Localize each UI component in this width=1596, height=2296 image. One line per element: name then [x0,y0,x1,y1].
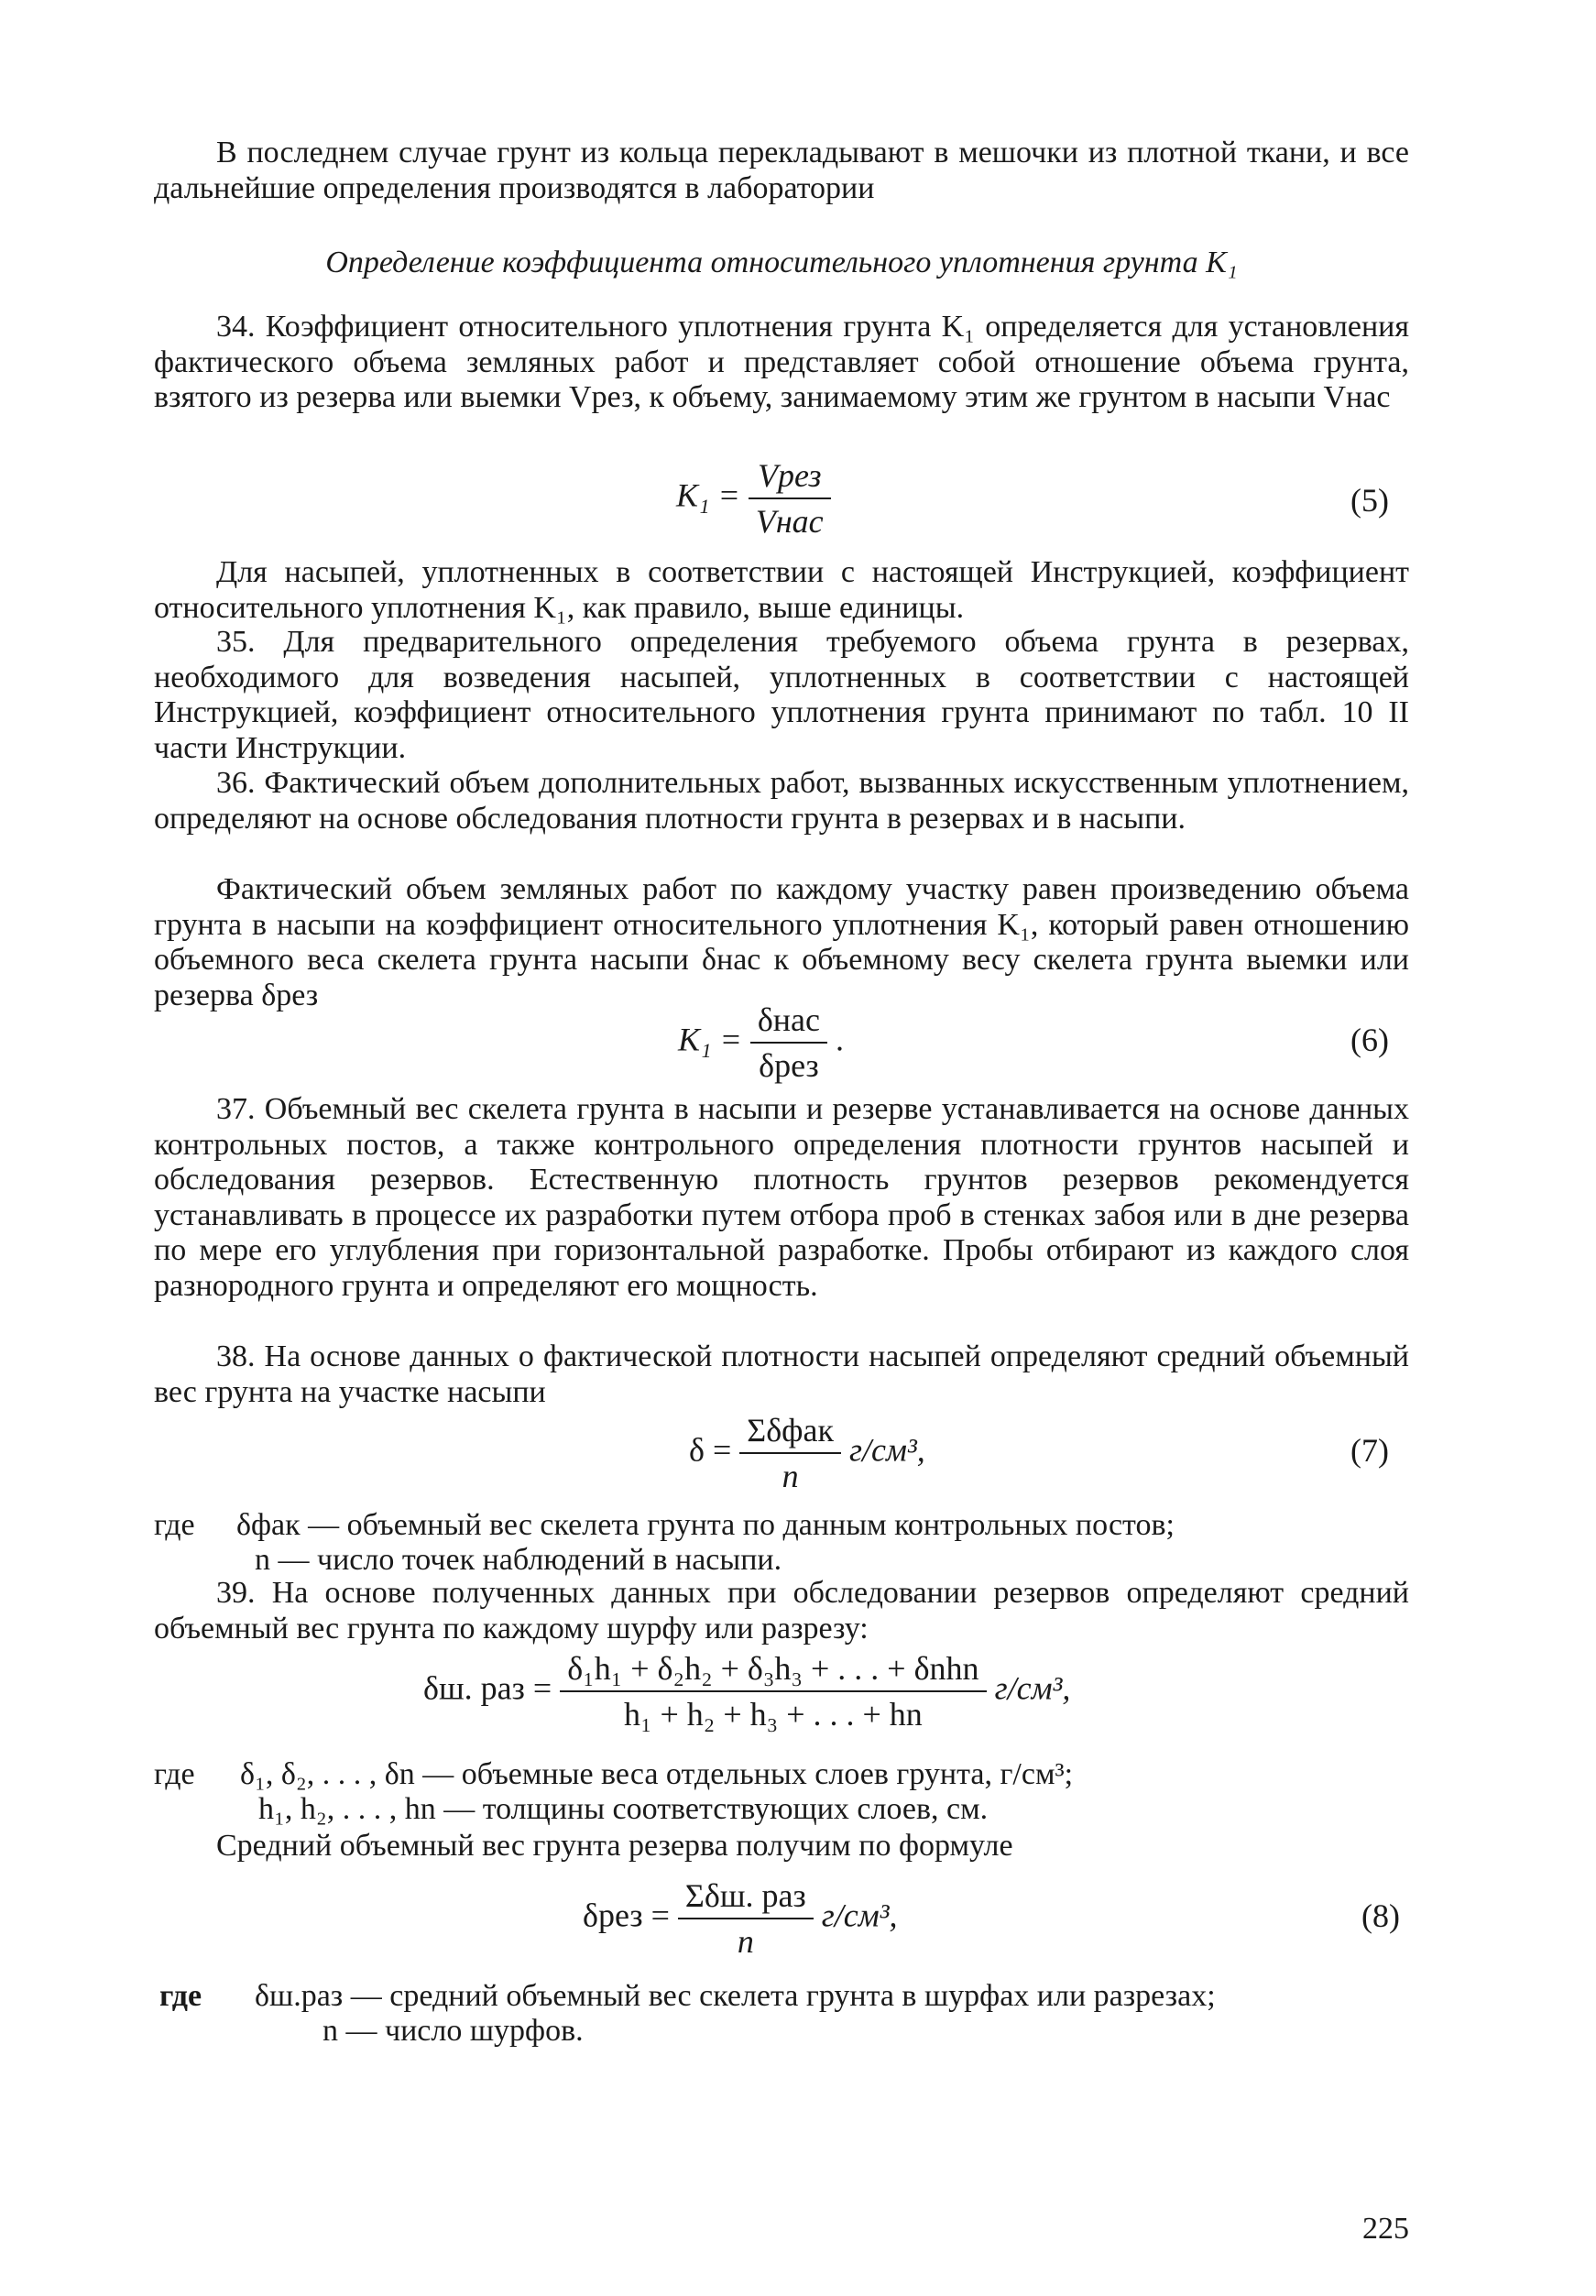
equation-7-lhs: δ = [689,1431,732,1469]
equation-6-number: (6) [1350,1022,1389,1058]
paragraph-34b: Для насыпей, уплотненных в соответствии с настоящей Инструкцией, коэффициент относительного уплотнения K₁, как правило, выше единицы. [154,555,1409,625]
equation-6-denominator: δрез [759,1047,819,1084]
equation-6-tail: . [836,1021,845,1058]
equation-8-lhs: δрез = [583,1897,670,1934]
where-8-line-2: n — число шурфов. [322,2014,584,2048]
equation-5-number: (5) [1350,482,1389,519]
equation-6 [678,1000,844,1085]
equation-5-denominator: Vнас [755,503,824,540]
equation-7 [689,1411,925,1495]
equation-5-lhs: K₁ = [676,476,740,514]
paragraph-38: 38. На основе данных о фактической плотности насыпей определяют средний объемный вес грунта на участке насыпи [154,1339,1409,1409]
paragraph-intro: В последнем случае грунт из кольца перекладывают в мешочки из плотной ткани, и все дальнейшие определения производятся в лаборатории [154,136,1409,205]
section-heading: Определение коэффициента относительного уплотнения грунта K₁ [325,246,1238,279]
equation-7-number: (7) [1350,1432,1389,1469]
paragraph-39: 39. На основе полученных данных при обследовании резервов определяют средний объемный вес грунта по каждому шурфу или разрезу: [154,1576,1409,1645]
equation-7-numerator: Σδфак [739,1411,841,1454]
equation-6-numerator: δнас [750,1000,827,1044]
equation-sh-denominator: h₁ + h₂ + h₃ + . . . + hn [623,1696,923,1733]
where-7-line-2: n — число точек наблюдений в насыпи. [255,1543,782,1577]
equation-8-denominator: n [737,1923,754,1960]
page-number: 225 [1362,2212,1409,2246]
paragraph-34: 34. Коэффициент относительного уплотнения грунта K₁ определяется для установления фактического объема земляных работ и представляет собой отношение объема грунта, взятого из резерва или выемки Vрез, к объему, занимаемому этим же грунтом в насыпи Vнас [154,310,1409,414]
equation-sh-lhs: δш. раз = [423,1669,552,1707]
where-8-label: где [159,1979,202,2013]
where-sh-label: где [154,1757,195,1791]
paragraph-35: 35. Для предварительного определения требуемого объема грунта в резервах, необходимого для возведения насыпей, уплотненных в соответствии с настоящей Инструкцией, коэффициент относительного уплотнения грунта принимают по табл. 10 II части Инструкции. [154,625,1409,765]
equation-5-numerator: Vрез [749,456,831,499]
equation-8 [583,1876,898,1961]
equation-5-fraction [749,456,831,541]
paragraph-36: 36. Фактический объем дополнительных работ, вызванных искусственным уплотнением, определяют на основе обследования плотности грунта в резервах и в насыпи. [154,766,1409,836]
equation-6-lhs: K₁ = [678,1021,742,1058]
equation-7-fraction [739,1411,841,1495]
where-7-label: где [154,1508,195,1542]
equation-6-fraction [750,1000,827,1085]
where-sh-line-1: δ₁, δ₂, . . . , δn — объемные веса отдельных слоев грунта, г/см³; [240,1757,1074,1791]
equation-7-unit: г/см³, [848,1431,925,1469]
where-sh-line-2: h₁, h₂, . . . , hn — толщины соответствующих слоев, см. [258,1792,989,1826]
equation-sh-fraction [560,1649,986,1733]
equation-8-numerator: Σδш. раз [678,1876,814,1919]
equation-8-fraction [678,1876,814,1961]
where-8-line-1: δш.раз — средний объемный вес скелета грунта в шурфах или разрезах; [255,1979,1216,2013]
paragraph-39b: Средний объемный вес грунта резерва получим по формуле [216,1829,1013,1863]
equation-sh [423,1649,1070,1733]
equation-8-number: (8) [1361,1897,1400,1934]
equation-7-denominator: n [782,1458,799,1494]
equation-sh-unit: г/см³, [994,1669,1071,1707]
where-7-line-1: δфак — объемный вес скелета грунта по данным контрольных постов; [236,1508,1175,1542]
paragraph-36b: Фактический объем земляных работ по каждому участку равен произведению объема грунта в насыпи на коэффициент относительного уплотнения K₁, который равен отношению объемного веса скелета грунта насыпи δнас к объемному весу скелета грунта выемки или резерва δрез [154,872,1409,1012]
equation-5 [676,456,831,541]
equation-8-unit: г/см³, [821,1897,898,1934]
paragraph-37: 37. Объемный вес скелета грунта в насыпи и резерве устанавливается на основе данных контрольных постов, а также контрольного определения плотности грунтов насыпей и обследования резервов. Естественную плотность грунтов резервов рекомендуется устанавливать в процессе их разработки путем отбора проб в стенках забоя или в дне резерва по мере его углубления при горизонтальной разработке. Пробы отбирают из каждого слоя разнородного грунта и определяют его мощность. [154,1092,1409,1303]
equation-sh-numerator: δ₁h₁ + δ₂h₂ + δ₃h₃ + . . . + δnhn [560,1649,986,1692]
